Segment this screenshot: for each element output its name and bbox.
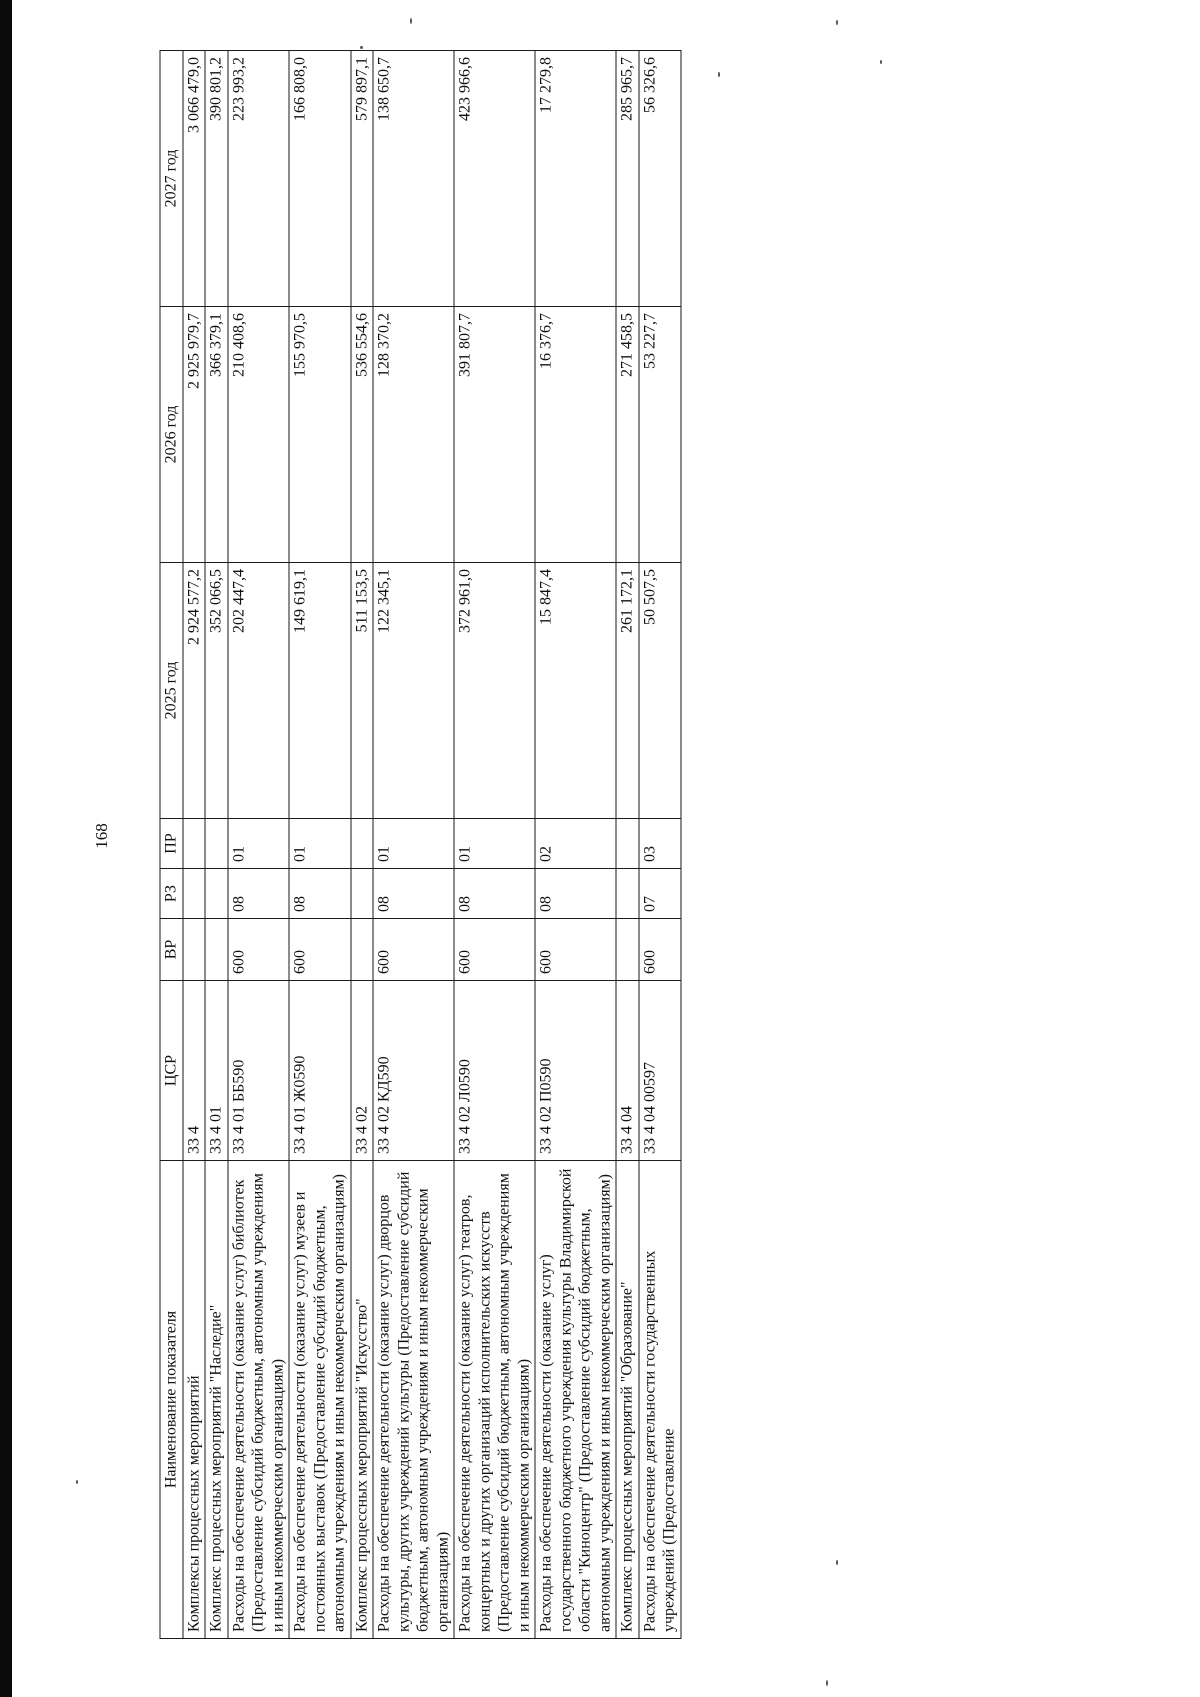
scan-speck: [410, 18, 412, 24]
cell-csr: 33 4 02 П0590: [535, 981, 616, 1161]
cell-vr: 600: [228, 919, 290, 981]
cell-2026: 155 970,5: [289, 307, 351, 563]
cell-2027: 166 808,0: [289, 51, 351, 307]
cell-name: Расходы на обеспечение деятельности (оказание услуг) театров, концертных и других организаций исполнительских искусств (Предоставление субсидий бюджетным, автономным учреждениям и иным некоммерческим организациям): [454, 1161, 535, 1639]
cell-csr: 33 4 01: [205, 981, 228, 1161]
header-rz: РЗ: [160, 869, 183, 919]
cell-csr: 33 4 01 Ж0590: [289, 981, 351, 1161]
cell-vr: [616, 919, 639, 981]
header-name: Наименование показателя: [160, 1161, 183, 1639]
cell-2025: 15 847,4: [535, 563, 616, 819]
cell-csr: 33 4 01 ББ590: [228, 981, 290, 1161]
scan-speck: [826, 1680, 828, 1686]
header-pr: ПР: [160, 819, 183, 869]
cell-2025: 2 924 577,2: [183, 563, 206, 819]
cell-name: Комплекс процессных мероприятий "Искусство": [351, 1161, 374, 1639]
cell-rz: [351, 869, 374, 919]
cell-vr: [351, 919, 374, 981]
cell-rz: 07: [639, 869, 681, 919]
cell-2025: 352 066,5: [205, 563, 228, 819]
header-2026: 2026 год: [160, 307, 183, 563]
cell-vr: [205, 919, 228, 981]
cell-2026: 53 227,7: [639, 307, 681, 563]
cell-name: Расходы на обеспечение деятельности (оказание услуг) музеев и постоянных выставок (Предоставление субсидий бюджетным, автономным учреждениям и иным некоммерческим организациям): [289, 1161, 351, 1639]
cell-rz: 08: [289, 869, 351, 919]
table-row: [373, 51, 454, 1639]
cell-name: Расходы на обеспечение деятельности (оказание услуг) дворцов культуры, других учреждений культуры (Предоставление субсидий бюджетным, автономным учреждениям и иным некоммерческим организациям): [373, 1161, 454, 1639]
cell-name: Комплексы процессных мероприятий: [183, 1161, 206, 1639]
cell-vr: 600: [289, 919, 351, 981]
cell-pr: [351, 819, 374, 869]
cell-2027: 390 801,2: [205, 51, 228, 307]
cell-csr: 33 4 04: [616, 981, 639, 1161]
cell-pr: 01: [228, 819, 290, 869]
cell-2025: 511 153,5: [351, 563, 374, 819]
scan-speck: [76, 1480, 78, 1484]
cell-csr: 33 4: [183, 981, 206, 1161]
cell-pr: [205, 819, 228, 869]
cell-vr: 600: [454, 919, 535, 981]
budget-table: [160, 50, 682, 1639]
header-2027: 2027 год: [160, 51, 183, 307]
cell-2025: 261 172,1: [616, 563, 639, 819]
table-row: [535, 51, 616, 1639]
cell-2026: 271 458,5: [616, 307, 639, 563]
cell-name: Расходы на обеспечение деятельности (оказание услуг) библиотек (Предоставление субсидий бюджетным, автономным учреждениям и иным некоммерческим организациям): [228, 1161, 290, 1639]
cell-2027: 17 279,8: [535, 51, 616, 307]
budget-table-rotated: [160, 51, 1165, 1639]
table-row: [351, 51, 374, 1639]
cell-pr: 03: [639, 819, 681, 869]
page-number: 168: [92, 823, 111, 849]
header-csr: ЦСР: [160, 981, 183, 1161]
scan-speck: [836, 20, 838, 25]
table-row: [289, 51, 351, 1639]
cell-rz: 08: [228, 869, 290, 919]
cell-csr: 33 4 04 00597: [639, 981, 681, 1161]
table-row: [616, 51, 639, 1639]
cell-2027: 138 650,7: [373, 51, 454, 307]
cell-pr: 02: [535, 819, 616, 869]
cell-pr: 01: [289, 819, 351, 869]
cell-2025: 202 447,4: [228, 563, 290, 819]
cell-vr: [183, 919, 206, 981]
cell-2027: 223 993,2: [228, 51, 290, 307]
cell-rz: 08: [454, 869, 535, 919]
cell-rz: 08: [373, 869, 454, 919]
cell-pr: 01: [373, 819, 454, 869]
cell-2026: 210 408,6: [228, 307, 290, 563]
scan-speck: [360, 46, 363, 49]
cell-2026: 16 376,7: [535, 307, 616, 563]
cell-2027: 579 897,1: [351, 51, 374, 307]
table-row: [228, 51, 290, 1639]
cell-csr: 33 4 02: [351, 981, 374, 1161]
header-2025: 2025 год: [160, 563, 183, 819]
cell-2027: 3 066 479,0: [183, 51, 206, 307]
header-vr: ВР: [160, 919, 183, 981]
cell-name: Комплекс процессных мероприятий "Образование": [616, 1161, 639, 1639]
cell-2027: 56 326,6: [639, 51, 681, 307]
scan-speck: [718, 72, 720, 77]
cell-pr: 01: [454, 819, 535, 869]
cell-vr: 600: [639, 919, 681, 981]
cell-2026: 128 370,2: [373, 307, 454, 563]
cell-vr: 600: [535, 919, 616, 981]
table-row: [454, 51, 535, 1639]
scan-speck: [880, 60, 882, 64]
cell-2025: 149 619,1: [289, 563, 351, 819]
cell-name: Расходы на обеспечение деятельности государственных учреждений (Предоставление: [639, 1161, 681, 1639]
cell-csr: 33 4 02 КД590: [373, 981, 454, 1161]
table-row: [639, 51, 681, 1639]
scan-dark-edge: [0, 0, 12, 1697]
cell-rz: 08: [535, 869, 616, 919]
cell-2026: 366 379,1: [205, 307, 228, 563]
table-header-row: [160, 51, 183, 1639]
scan-speck: [836, 1560, 838, 1565]
cell-2027: 423 966,6: [454, 51, 535, 307]
cell-rz: [616, 869, 639, 919]
table-row: [205, 51, 228, 1639]
cell-pr: [616, 819, 639, 869]
cell-rz: [205, 869, 228, 919]
cell-2025: 122 345,1: [373, 563, 454, 819]
cell-name: Комплекс процессных мероприятий "Наследие": [205, 1161, 228, 1639]
cell-2025: 50 507,5: [639, 563, 681, 819]
cell-name: Расходы на обеспечение деятельности (оказание услуг) государственного бюджетного учреждения культуры Владимирской области "Киноцентр" (Предоставление субсидий бюджетным, автономным учреждениям и иным некоммерческим организациям): [535, 1161, 616, 1639]
cell-pr: [183, 819, 206, 869]
cell-2027: 285 965,7: [616, 51, 639, 307]
cell-rz: [183, 869, 206, 919]
cell-2026: 391 807,7: [454, 307, 535, 563]
cell-vr: 600: [373, 919, 454, 981]
table-row: [183, 51, 206, 1639]
cell-2026: 536 554,6: [351, 307, 374, 563]
cell-2026: 2 925 979,7: [183, 307, 206, 563]
cell-csr: 33 4 02 Л0590: [454, 981, 535, 1161]
cell-2025: 372 961,0: [454, 563, 535, 819]
